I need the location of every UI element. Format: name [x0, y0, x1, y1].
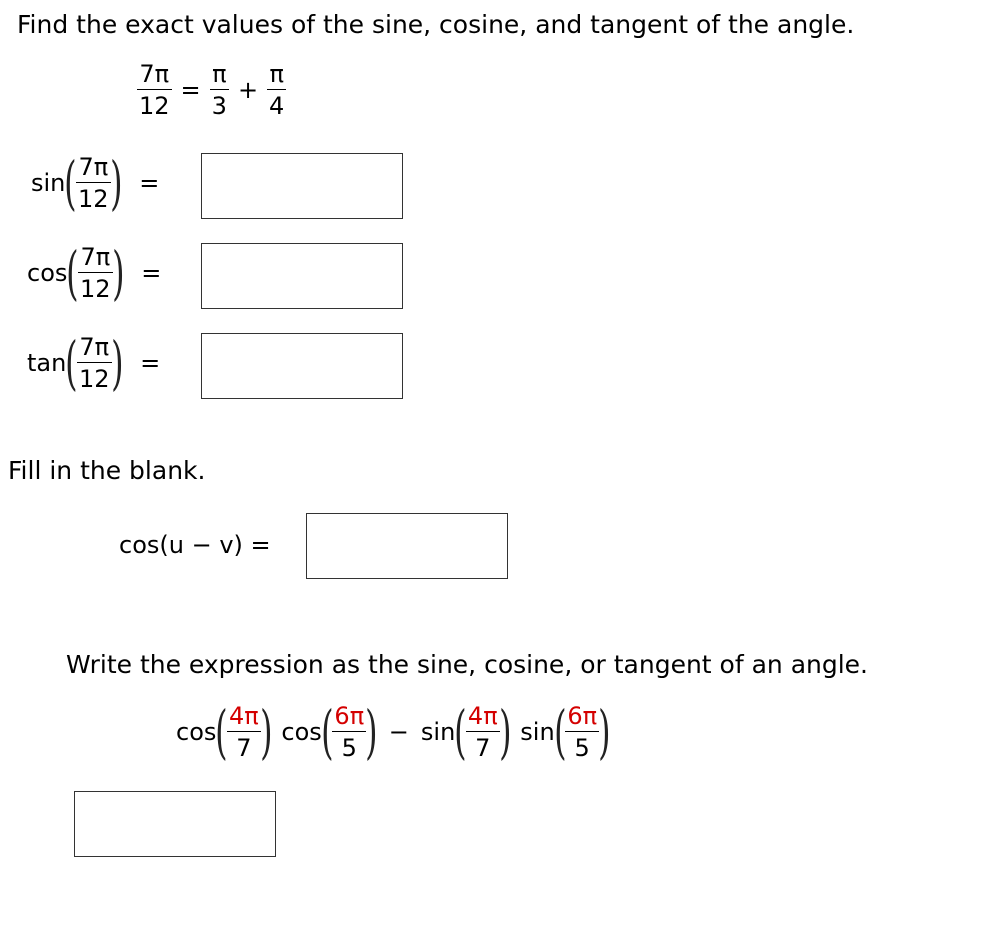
fraction-denominator: 12: [78, 185, 109, 213]
fraction-bar: [78, 272, 113, 273]
fraction-numerator: π: [212, 60, 227, 88]
fraction-bar: [466, 731, 500, 732]
angle-fraction: [227, 702, 261, 762]
q2-instruction: Fill in the blank.: [8, 456, 206, 485]
angle-fraction: [466, 702, 500, 762]
fraction-bar: [332, 731, 366, 732]
right-paren: ): [111, 239, 125, 307]
fraction-denominator: 5: [574, 734, 590, 762]
tan-row-expression: [27, 329, 169, 397]
fraction-numerator: 6π: [567, 702, 598, 730]
plus-sign: +: [237, 76, 259, 104]
angle-fraction: [565, 702, 599, 762]
tan-answer-box[interactable]: [201, 333, 403, 399]
fraction-numerator: 4π: [229, 702, 259, 730]
angle-fraction: [76, 153, 111, 213]
right-paren: ): [498, 698, 512, 766]
product-expression: [176, 698, 611, 766]
cos-term-1: [176, 698, 273, 766]
left-paren: (: [553, 698, 567, 766]
identity-term2-fraction: [267, 60, 286, 120]
cos-difference-answer-input[interactable]: [307, 514, 507, 578]
left-paren: (: [320, 698, 334, 766]
q3-answer-box[interactable]: [74, 791, 276, 857]
fraction-denominator: 3: [211, 92, 227, 120]
right-paren: ): [598, 698, 611, 766]
left-paren: (: [454, 698, 467, 766]
fraction-numerator: 7π: [80, 243, 111, 271]
function-name: cos: [176, 718, 217, 746]
function-name: cos: [281, 718, 322, 746]
right-paren: ): [110, 329, 124, 397]
sin-row-expression: [31, 149, 168, 217]
identity-term1-fraction: [210, 60, 229, 120]
cos-row-expression: [27, 239, 170, 307]
fraction-numerator: 6π: [334, 702, 365, 730]
fraction-denominator: 7: [236, 734, 252, 762]
function-name: sin: [420, 718, 456, 746]
cos-answer-input[interactable]: [202, 244, 402, 308]
fraction-numerator: 7π: [79, 333, 110, 361]
angle-identity: [137, 60, 286, 120]
cos-difference-expression: cos(u − v) =: [119, 531, 271, 559]
fraction-denominator: 12: [78, 365, 110, 393]
sin-answer-input[interactable]: [202, 154, 402, 218]
equals-sign: =: [141, 259, 162, 287]
fraction-numerator: π: [269, 60, 284, 88]
fraction-bar: [137, 89, 172, 90]
equals-sign: =: [180, 76, 201, 104]
fraction-denominator: 4: [269, 92, 285, 120]
cos-term-2: [281, 698, 378, 766]
fraction-numerator: 4π: [467, 702, 498, 730]
sin-term-2: [520, 698, 611, 766]
right-paren: ): [109, 149, 123, 217]
right-paren: ): [365, 698, 378, 766]
fraction-bar: [210, 89, 229, 90]
fraction-bar: [76, 182, 111, 183]
left-paren: (: [65, 329, 78, 397]
fraction-denominator: 7: [475, 734, 491, 762]
function-name: sin: [520, 718, 555, 746]
fraction-denominator: 5: [341, 734, 357, 762]
left-paren: (: [215, 698, 228, 766]
function-name: sin: [31, 169, 66, 197]
fraction-bar: [77, 362, 112, 363]
angle-fraction: [332, 702, 366, 762]
fraction-numerator: 7π: [78, 153, 109, 181]
fraction-bar: [565, 731, 599, 732]
angle-fraction: [78, 243, 113, 303]
minus-sign: −: [388, 718, 409, 746]
sin-answer-box[interactable]: [201, 153, 403, 219]
fraction-bar: [227, 731, 261, 732]
equals-sign: =: [139, 169, 160, 197]
fraction-bar: [267, 89, 286, 90]
angle-fraction: [77, 333, 112, 393]
tan-answer-input[interactable]: [202, 334, 402, 398]
sin-term-1: [420, 698, 512, 766]
fraction-numerator: 7π: [139, 60, 170, 88]
cos-answer-box[interactable]: [201, 243, 403, 309]
left-paren: (: [64, 149, 77, 217]
q3-instruction: Write the expression as the sine, cosine, or tangent of an angle.: [66, 650, 869, 679]
function-name: tan: [27, 349, 67, 377]
q3-answer-input[interactable]: [75, 792, 275, 856]
left-paren: (: [66, 239, 79, 307]
cos-difference-answer-box[interactable]: [306, 513, 508, 579]
equals-sign: =: [140, 349, 161, 377]
q1-instruction: Find the exact values of the sine, cosine, and tangent of the angle.: [17, 10, 855, 39]
function-name: cos: [27, 259, 68, 287]
fraction-denominator: 12: [139, 92, 170, 120]
identity-lhs-fraction: [137, 60, 172, 120]
right-paren: ): [259, 698, 273, 766]
fraction-denominator: 12: [80, 275, 111, 303]
